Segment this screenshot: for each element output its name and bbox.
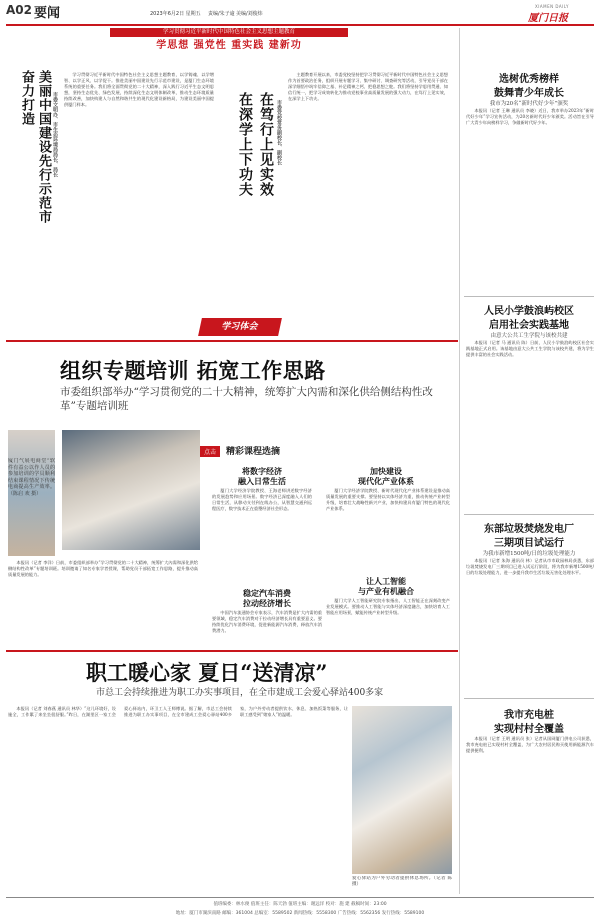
sidebar-s4-title-b: 实现村村全覆盖 xyxy=(494,724,564,735)
article1-body: 学习贯彻习近平新时代中国特色社会主义思想主题教育，以学铸魂、以学增智、以学正风、以学促干。推进美丽中国建设先行示范市建设，是厦门生态环境系统的重要任务。我们将全面贯彻党的二十大精神，深入践行习近平生态文明思想，坚持生态优先、绿色发展，持续深化生态文明体制改革，推动生态环境质量持续改善，加快构建人与自然和谐共生的现代化建设新格局，为建设美丽中国提供厦门样本。 xyxy=(64,72,214,107)
sidebar-s3-body: 本报讯（记者 朱海 通讯员 林）记者从市市政园林局获悉，东部垃圾焚烧发电厂三期项目已进入试运行阶段，将为我市新增1500吨/日的垃圾处理能力，进一步提升我市生活垃圾无害化处理水平。 xyxy=(466,558,594,575)
sidebar-s2-body: 本报讯（记者 马 通讯员 陈）日前，人民小学鼓浪屿校区社会实践基地正式启用。该基地由意大公共工生学院与该校共建，将为学生提供丰富的社会实践活动。 xyxy=(466,340,594,357)
editor: 责编/朱子逾 xyxy=(208,11,235,17)
sub2-title-a: 加快建设 xyxy=(370,466,402,476)
rule-top-section xyxy=(6,340,458,342)
article1-title-b: 奋力打造 xyxy=(19,70,34,126)
sidebar-rule-1 xyxy=(464,296,594,297)
article3-subhead: 市委组织部举办“学习贯彻党的二十大精神，统筹扩大內需和深化供给侧结构性改革”专题培训班 xyxy=(60,386,433,412)
article2-body: 主题教育开展以来，市委党校坚持把学习贯彻习近平新时代中国特色社会主义思想作为首要政治任务，组织开展专题学习、集中研讨、调查研究等活动，引导党员干部在深学细悟中筑牢信仰之基、补足精神之钙、把稳思想之舵。我们将坚持学思用贯通、知信行统一，把学习成效转化为推动党校事业高质量发展的强大动力，在笃行上见实效，在深学上下功夫。 xyxy=(288,72,448,101)
sidebar-s1-body: 本报讯（记者 王琳 通讯员 李晓）近日，我市举办2023年“新时代好少年”学习宣传活动，为20名新时代好少年颁奖。活动旨在引导广大青少年向榜样学习，争做新时代好少年。 xyxy=(466,108,594,125)
xuexitiwu-badge: 学习体会 xyxy=(198,318,282,336)
sidebar-s1-title-b: 鼓舞青少年成长 xyxy=(494,88,564,99)
paper-logo: 厦门日报 xyxy=(528,13,568,24)
footer-line2: 地址：厦门市湖滨南路 邮编：361004 总编室：5589502 新闻热线：5558300 广告热线：5562356 发行热线：5589100 xyxy=(175,911,425,916)
sub3-title-a: 稳定汽车消费 xyxy=(243,588,291,598)
theme-banner xyxy=(110,28,348,64)
page-number: A02 xyxy=(6,3,32,17)
sub1-body: 厦门大学经济学院教授、王海老师讲述数字经济的发展趋势和应用场景。数字经济已深度融入人们的日常生活，从移动支付到在线办公，从智慧交通到远程医疗，数字技术正在重塑经济社会形态。 xyxy=(212,488,312,511)
sidebar-rule-2 xyxy=(464,514,594,515)
article2-byline: 市委党校常务副校长、副校长 xyxy=(276,100,282,165)
sub4-title-b: 与产业有机融合 xyxy=(358,586,414,596)
sidebar-s4-title-a: 我市充电桩 xyxy=(504,710,554,721)
article3-lecture-photo xyxy=(62,430,200,550)
issue-date: 2023年6月2日 星期五 xyxy=(150,11,201,17)
sidebar-s2-title-a: 人民小学鼓浪屿校区 xyxy=(484,306,574,317)
rule-mid-section xyxy=(6,650,458,652)
article4-caption: 爱心驿站为户外劳动者提供休息场所。（记者 陈 摄） xyxy=(352,876,452,887)
highlights-label: 精彩课程选摘 xyxy=(226,447,281,457)
dianping-label: 点击 xyxy=(200,446,220,457)
article3-lead-body: 本报讯（记者 李洋）日前，市委组织部举办“学习贯彻党的二十大精神，统筹扩大內需和深化供给侧结构性改革”专题培训班。培训邀请了知名专家学者授课，帮助党员干部拓宽工作思路，提升推动高质量发展的能力。 xyxy=(8,560,198,577)
article1-byline: 市委文明办、市生态环境局局长、局长 xyxy=(52,92,58,177)
sub4-title-a: 让人工智能 xyxy=(366,576,406,586)
sidebar-rule-3 xyxy=(464,698,594,699)
sidebar-s3-title-b: 三期项目试运行 xyxy=(494,538,564,549)
article2-title-a: 在笃行上见实效 xyxy=(258,92,274,197)
designer: 美编/刘俊炜 xyxy=(236,11,263,17)
banner-line1: 学习贯彻习近平新时代中国特色社会主义思想主题教育 xyxy=(110,28,348,37)
article3-caption: 厦门气展电商堂“软件有益公以作人员的参加培训的学员顺利结束课程情况下传统电商提高生产效率。（陈启 欢 摄） xyxy=(8,458,55,497)
footer-line1: 值班编委：林水俊 值班主任：陈天勃 值班主编：谢远洋 校对：施 建 截稿时间：23:00 xyxy=(213,902,387,907)
sidebar-s4-body: 本报讯（记者 王明 通讯员 张）记者从国网厦门供电公司获悉，我市充电桩已实现村村全覆盖，为广大农村居民购买使用新能源汽车提供便利。 xyxy=(466,736,594,753)
article4-headline: 职工暖心家 夏日“送清凉” xyxy=(86,660,328,685)
sub1-title-a: 将数字经济 xyxy=(242,466,282,476)
sub2-body: 厦门大学经济学院教授、新时代现代化产业体系建设是推动高质量发展的重要支撑。要坚持以实体经济为重，推动传统产业转型升级，培育壮大战略性新兴产业，加快构建具有厦门特色的现代化产业体系。 xyxy=(326,488,450,511)
article1-title-a: 美丽中国建设先行示范市 xyxy=(36,70,51,224)
article4-photo xyxy=(352,706,452,874)
sub4-body: 厦门大学人工智能研究院专家指出，人工智能正在深刻改变产业发展模式。要推动人工智能与实体经济深度融合，加快培育人工智能应用场景，赋能传统产业转型升级。 xyxy=(326,598,450,615)
footer-rule xyxy=(6,897,594,898)
banner-line2: 学思想 强党性 重实践 建新功 xyxy=(156,40,302,51)
sub2-title-b: 现代化产业体系 xyxy=(358,476,414,486)
sidebar-divider xyxy=(459,28,460,894)
section-title: 要闻 xyxy=(34,6,61,21)
article2-title-b: 在深学上下功夫 xyxy=(237,92,253,197)
sub3-title-b: 拉动经济增长 xyxy=(243,598,291,608)
sub1-title-b: 融入日常生活 xyxy=(238,476,286,486)
sidebar-s1-title-a: 选树优秀榜样 xyxy=(499,74,559,85)
paper-name-en: XIAMEN DAILY xyxy=(535,4,569,9)
sidebar-s3-title-a: 东部垃圾焚烧发电厂 xyxy=(484,524,574,535)
sidebar-s3-sub: 为我市新增1500吨/日的垃圾处理能力 xyxy=(482,551,576,557)
article3-headline: 组织专题培训 拓宽工作思路 xyxy=(60,358,326,383)
masthead-rule xyxy=(6,24,594,26)
article4-subhead: 市总工会持续推进为职工办实事项目，在全市建成工会爱心驿站400多家 xyxy=(96,688,384,698)
sub3-body: 中国汽车流通协会专家表示，汽车消费是扩大内需的重要领域，稳定汽车消费对于拉动经济增长具有重要意义。要持续优化汽车消费环境，促进新能源汽车消费，释放汽车消费潜力。 xyxy=(212,610,322,633)
article4-body: 本报讯（记者 刘春燕 通讯员 林华）“这儿环境好，设施全，工作累了来坐坐很舒服。”昨日，在湖里区一家工会爱心驿站内，环卫工人王师傅说。据了解，市总工会持续推进为职工办实事项目，在全市建成工会爱心驿站400多家，为户外劳动者提供饮水、休息、加热饭菜等服务，让职工感受到“娘家人”的温暖。 xyxy=(8,706,348,717)
sidebar-s1-sub: 我市为20名“新时代好少年”颁奖 xyxy=(489,101,569,107)
sidebar-s2-sub: 由意大公共工生学院与该校共建 xyxy=(490,333,568,339)
sidebar-s2-title-b: 启用社会实践基地 xyxy=(489,320,569,331)
